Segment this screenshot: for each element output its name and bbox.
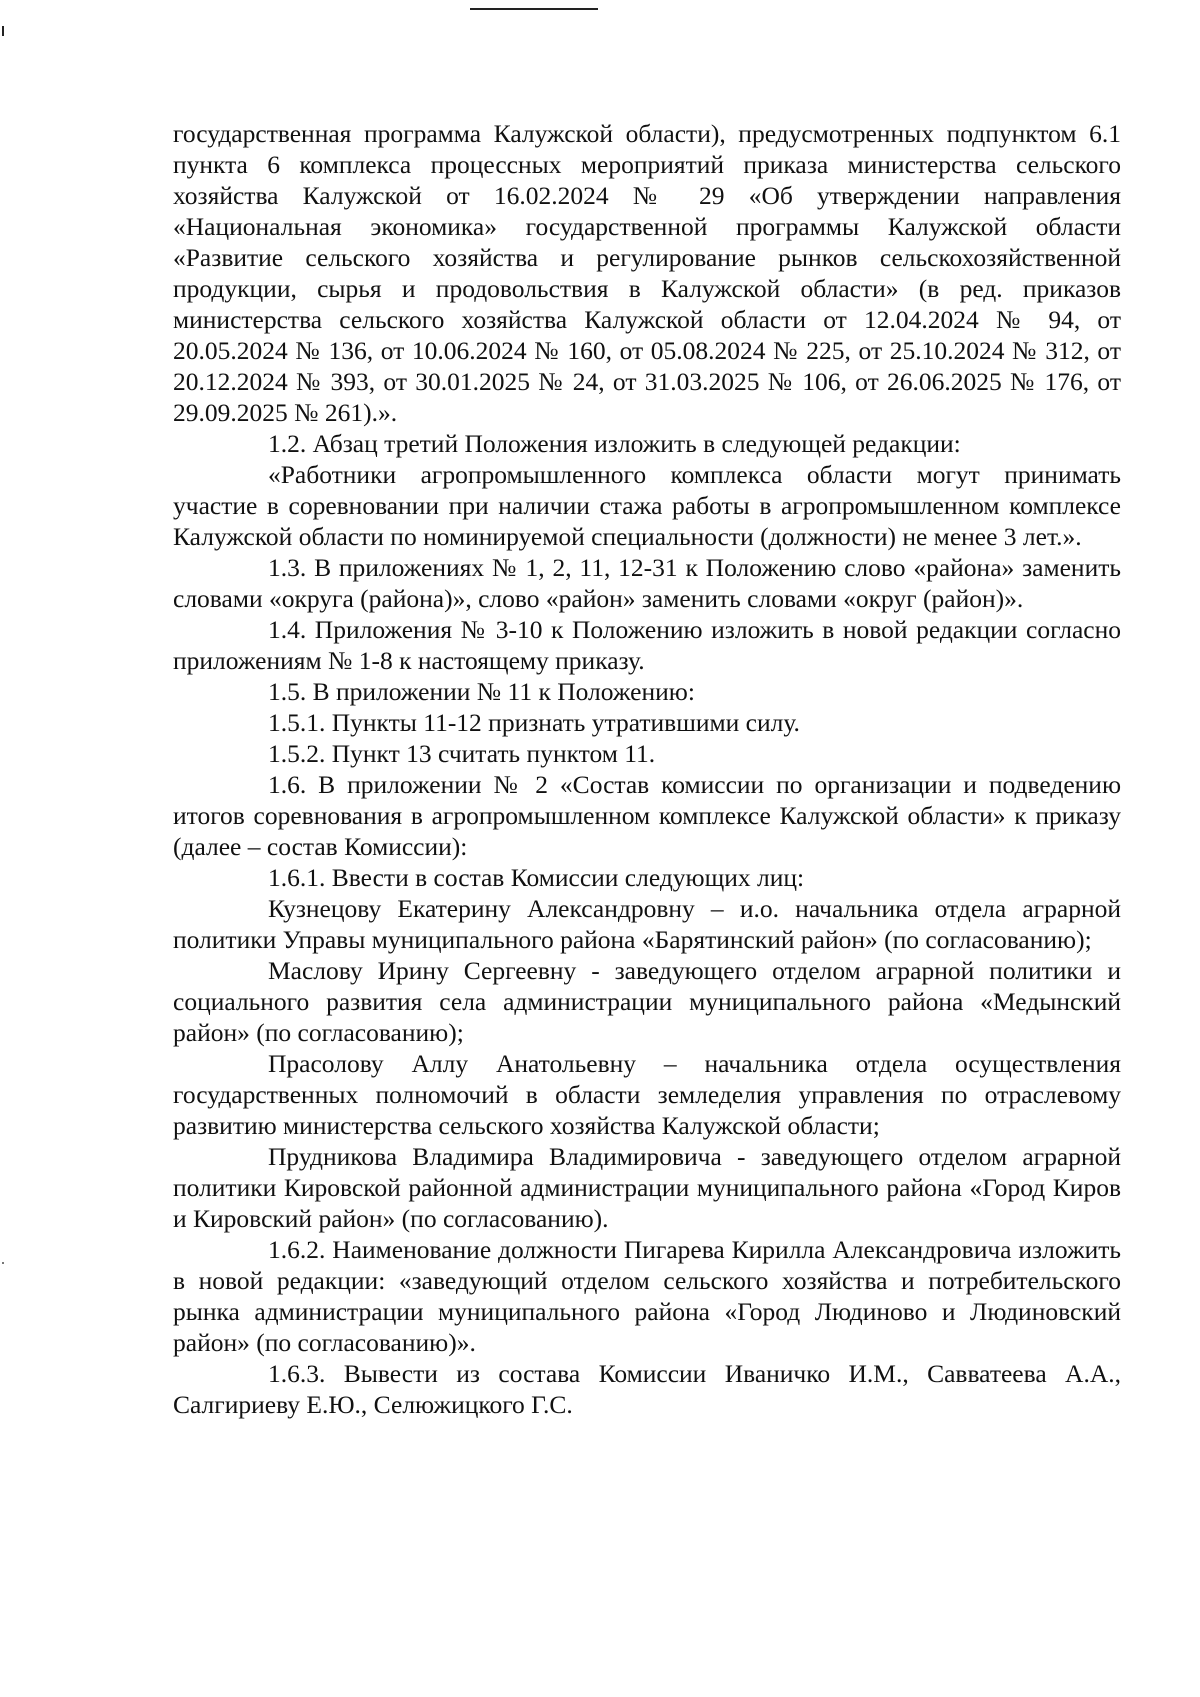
scan-edge-mark (2, 26, 4, 36)
paragraph-1-2: 1.2. Абзац третий Положения изложить в следующей редакции: (268, 429, 961, 458)
document-body (173, 118, 1121, 1420)
paragraph-1-5: 1.5. В приложении № 11 к Положению: (268, 677, 695, 706)
paragraph-1-5-1: 1.5.1. Пункты 11-12 признать утратившими силу. (268, 708, 800, 737)
paragraph-1-3: 1.3. В приложениях № 1, 2, 11, 12-31 к Положению слово «района» заменить словами «округа (района)», слово «район» заменить словами «округ (район)». (173, 553, 1121, 613)
paragraph-1-6-2: 1.6.2. Наименование должности Пигарева Кирилла Александровича изложить в новой редакции: «заведующий отделом сельского хозяйства и потребительского рынка администрации муниципального района «Город Людиново и Людиновский район» (по согласованию)». (173, 1235, 1121, 1357)
paragraph-continuation: государственная программа Калужской области), предусмотренных подпунктом 6.1 пункта 6 комплекса процессных мероприятий приказа министерства сельского хозяйства Калужской от 16.02.2024 № 29 «Об утверждении направления «Национальная экономика» государственной программы Калужской области «Развитие сельского хозяйства и регулирование рынков сельскохозяйственной продукции, сырья и продовольствия в Калужской области» (в ред. приказов министерства сельского хозяйства Калужской области от 12.04.2024 № 94, от 20.05.2024 № 136, от 10.06.2024 № 160, от 05.08.2024 № 225, от 25.10.2024 № 312, от 20.12.2024 № 393, от 30.01.2025 № 24, от 31.03.2025 № 106, от 26.06.2025 № 176, от 29.09.2025 № 261).». (173, 119, 1121, 427)
paragraph-1-6-1: 1.6.1. Ввести в состав Комиссии следующих лиц: (268, 863, 805, 892)
paragraph-1-6-3: 1.6.3. Вывести из состава Комиссии Иваничко И.М., Савватеева А.А., Салгириеву Е.Ю., Селюжицкого Г.С. (173, 1359, 1121, 1419)
paragraph-member-prudnikov: Прудникова Владимира Владимировича - заведующего отделом аграрной политики Кировской районной администрации муниципального района «Город Киров и Кировский район» (по согласованию). (173, 1142, 1121, 1233)
paragraph-member-kuznetsova: Кузнецову Екатерину Александровну – и.о. начальника отдела аграрной политики Управы муниципального района «Барятинский район» (по согласованию); (173, 894, 1121, 954)
paragraph-1-6: 1.6. В приложении № 2 «Состав комиссии по организации и подведению итогов соревнования в агропромышленном комплексе Калужской области» к приказу (далее – состав Комиссии): (173, 770, 1121, 861)
paragraph-quote-workers: «Работники агропромышленного комплекса области могут принимать участие в соревновании при наличии стажа работы в агропромышленном комплексе Калужской области по номинируемой специальности (должности) не менее 3 лет.». (173, 460, 1121, 551)
top-rule-line (470, 8, 598, 10)
scan-edge-dot (2, 1262, 4, 1264)
paragraph-member-prasolova: Прасолову Аллу Анатольевну – начальника отдела осуществления государственных полномочий в области земледелия управления по отраслевому развитию министерства сельского хозяйства Калужской области; (173, 1049, 1121, 1140)
paragraph-1-4: 1.4. Приложения № 3-10 к Положению изложить в новой редакции согласно приложениям № 1-8 к настоящему приказу. (173, 615, 1121, 675)
paragraph-member-maslova: Маслову Ирину Сергеевну - заведующего отделом аграрной политики и социального развития села администрации муниципального района «Медынский район» (по согласованию); (173, 956, 1121, 1047)
paragraph-1-5-2: 1.5.2. Пункт 13 считать пунктом 11. (268, 739, 656, 768)
